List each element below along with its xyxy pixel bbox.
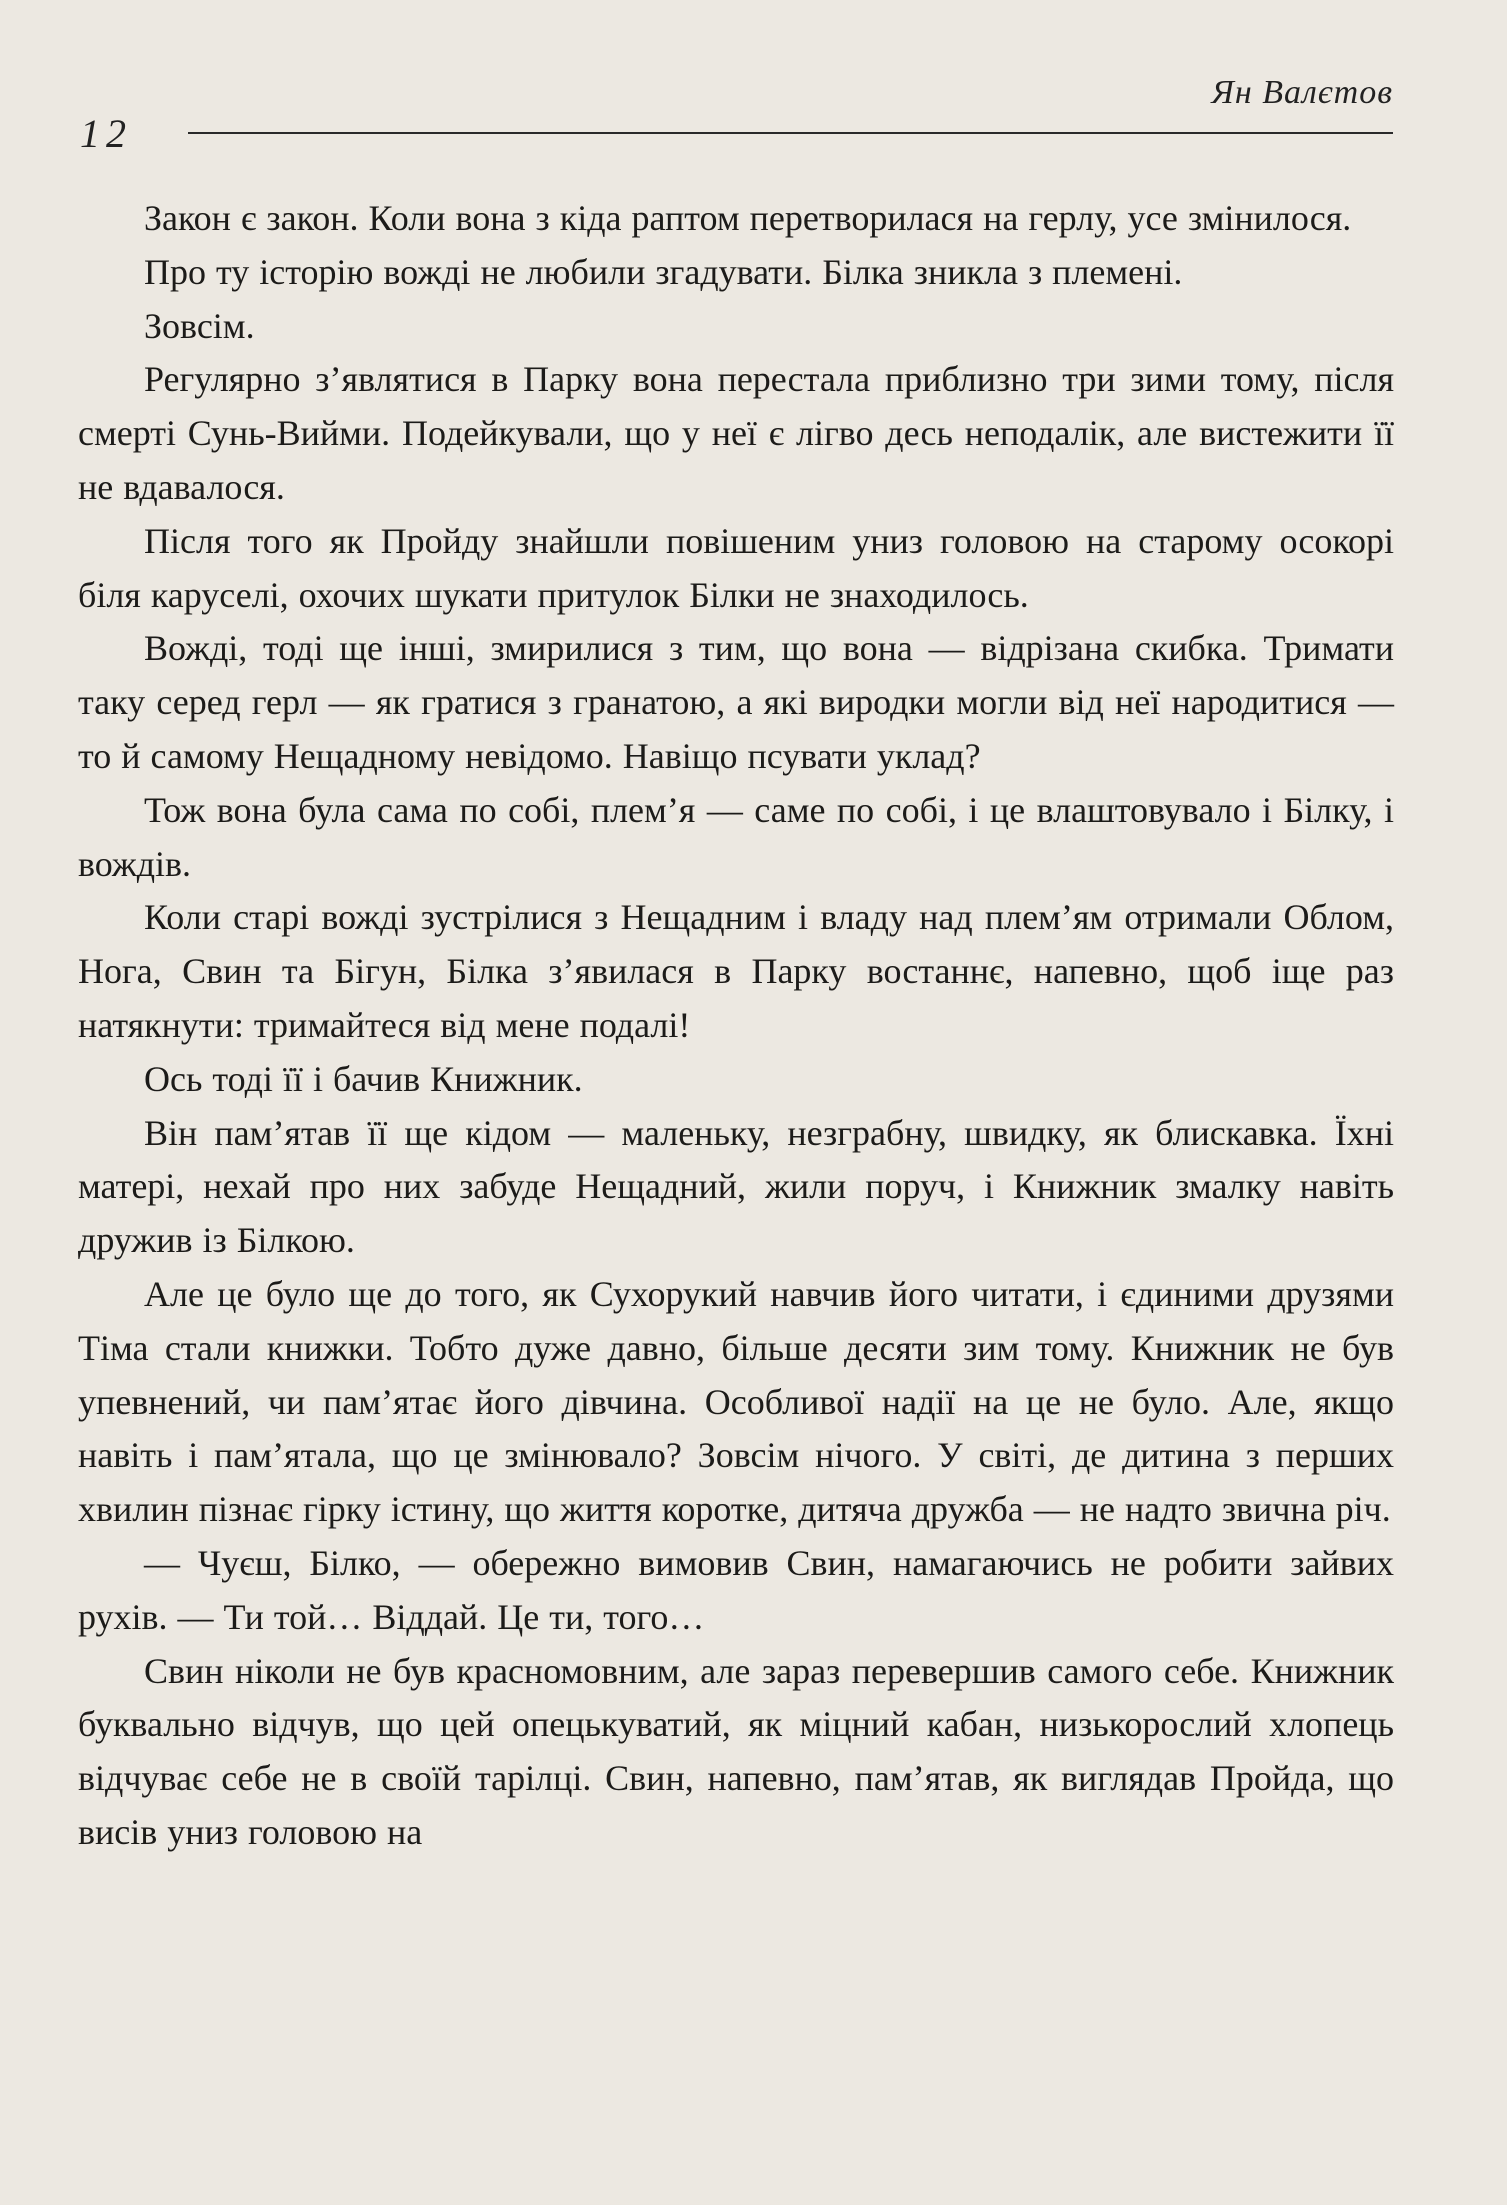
paragraph: Тож вона була сама по собі, плем’я — саме по собі, і це влаштовувало і Білку, і вождів. xyxy=(78,789,1394,884)
paragraph: Закон є закон. Коли вона з кіда раптом перетворилася на герлу, усе змінилося. xyxy=(144,198,1352,238)
paragraph: Свин ніколи не був красномовним, але зараз перевершив самого себе. Книжник буквально відчув, що цей опецькуватий, як міцний кабан, низькорослий хлопець відчуває себе не в своїй тарілці. Свин, напевно, пам’ятав, як виглядав Пройда, що висів униз головою на xyxy=(78,1650,1394,1852)
paragraph: Він пам’ятав її ще кідом — маленьку, незграбну, швидку, як блискавка. Їхні матері, нехай про них забуде Нещадний, жили поруч, і Книжник змалку навіть дружив із Білкою. xyxy=(78,1112,1394,1261)
page-number: 12 xyxy=(80,111,132,156)
paragraph: Коли старі вожді зустрілися з Нещадним і владу над плем’ям отримали Облом, Нога, Свин та Бігун, Білка з’явилася в Парку востаннє, напевно, щоб іще раз натякнути: тримайтеся від мене подалі! xyxy=(78,897,1394,1045)
paragraph: Ось тоді її і бачив Книжник. xyxy=(144,1058,583,1099)
paragraph: Але це було ще до того, як Сухорукий навчив його читати, і єдиними друзями Тіма стали книжки. Тобто дуже давно, більше десяти зим тому. Книжник не був упевнений, чи пам’ятає його дівчина. Особливої надії на це не було. Але, якщо навіть і пам’ятала, що це змінювало? Зовсім нічого. У світі, де дитина з перших хвилин пізнає гірку істину, що життя коротке, дитяча дружба — не надто звична річ. xyxy=(78,1273,1394,1530)
paragraph: Про ту історію вожді не любили згадувати. Білка зникла з племені. xyxy=(144,251,1183,292)
paragraph: — Чуєш, Білко, — обережно вимовив Свин, намагаючись не робити зайвих рухів. — Ти той… Віддай. Це ти, того… xyxy=(78,1542,1394,1637)
body-text xyxy=(78,192,1394,1860)
paragraph: Регулярно з’являтися в Парку вона перестала приблизно три зими тому, після смерті Сунь-Вийми. Подейкували, що у неї є лігво десь неподалік, але вистежити її не вдавалося. xyxy=(78,359,1394,507)
paragraph: Зовсім. xyxy=(144,305,255,346)
paragraph: Вожді, тоді ще інші, змирилися з тим, що вона — відрізана скибка. Тримати таку серед герл — як гратися з гранатою, а які виродки могли від неї народитися — то й самому Нещадному невідомо. Навіщо псувати уклад? xyxy=(78,628,1394,776)
paragraph: Після того як Пройду знайшли повішеним униз головою на старому осокорі біля каруселі, охочих шукати притулок Білки не знаходилось. xyxy=(78,520,1394,615)
header-rule xyxy=(188,132,1393,134)
running-header-author: Ян Валєтов xyxy=(1211,74,1393,111)
